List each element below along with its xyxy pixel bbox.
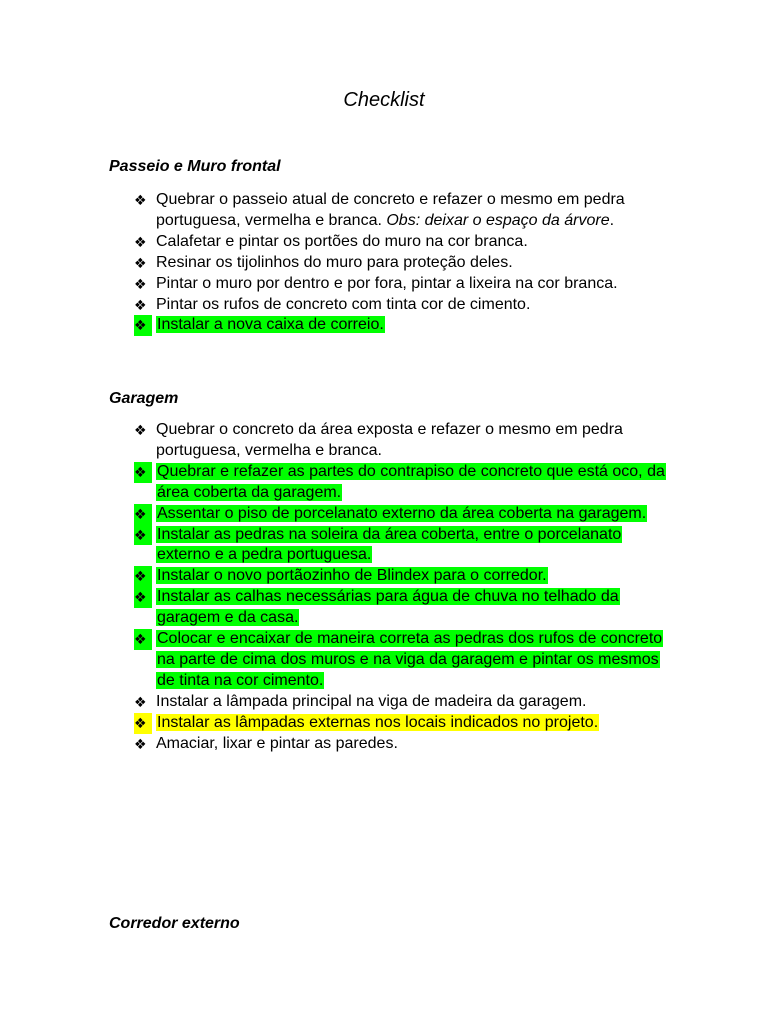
diamond-bullet-icon: ❖ — [134, 254, 147, 271]
diamond-bullet-icon: ❖ — [134, 587, 152, 608]
diamond-bullet-icon: ❖ — [134, 192, 147, 208]
diamond-bullet-icon: ❖ — [134, 275, 147, 292]
diamond-bullet-icon: ❖ — [134, 296, 147, 313]
document-title: Checklist — [343, 89, 425, 111]
item-text: Instalar as lâmpadas externas nos locais indicados no projeto. — [157, 713, 599, 731]
item-text: Quebrar e refazer as partes do contrapiso de concreto que está oco, da área coberta da garagem. — [157, 462, 665, 501]
section-heading-passeio: Passeio e Muro frontal — [109, 158, 281, 175]
checklist-item-highlighted — [132, 462, 672, 504]
item-note: Obs: deixar o espaço da árvore — [386, 211, 610, 229]
checklist-item — [132, 734, 672, 755]
diamond-bullet-icon: ❖ — [134, 315, 152, 336]
section-heading-corredor: Corredor externo — [109, 915, 240, 932]
checklist-item — [132, 692, 672, 713]
checklist-passeio — [132, 190, 672, 336]
checklist-item-highlighted — [132, 315, 672, 336]
checklist-item — [132, 253, 672, 274]
diamond-bullet-icon: ❖ — [134, 422, 147, 438]
diamond-bullet-icon: ❖ — [134, 629, 152, 650]
diamond-bullet-icon: ❖ — [134, 713, 152, 734]
checklist-item — [132, 295, 672, 316]
item-text: Quebrar o passeio atual de concreto e refazer o mesmo em pedra portuguesa, vermelha e branca. — [156, 191, 625, 229]
section-heading-garagem: Garagem — [109, 390, 179, 407]
item-text: Instalar as calhas necessárias para água de chuva no telhado da garagem e da casa. — [157, 588, 619, 627]
checklist-item-highlighted — [132, 629, 672, 692]
checklist-item — [132, 274, 672, 295]
checklist-item — [132, 420, 672, 462]
item-text: Calafetar e pintar os portões do muro na cor branca. — [156, 232, 528, 250]
checklist-item — [132, 190, 672, 232]
diamond-bullet-icon: ❖ — [134, 566, 152, 587]
checklist-item-highlighted — [132, 713, 672, 734]
item-text: Instalar as pedras na soleira da área coberta, entre o porcelanato externo e a pedra portuguesa. — [157, 525, 622, 564]
diamond-bullet-icon: ❖ — [134, 693, 147, 710]
diamond-bullet-icon: ❖ — [134, 233, 147, 250]
checklist-item-highlighted — [132, 525, 672, 567]
diamond-bullet-icon: ❖ — [134, 735, 147, 752]
item-text: Instalar a lâmpada principal na viga de madeira da garagem. — [156, 692, 587, 710]
item-text: Instalar a nova caixa de correio. — [157, 316, 384, 334]
item-text: Quebrar o concreto da área exposta e refazer o mesmo em pedra portuguesa, vermelha e branca. — [156, 421, 623, 459]
item-text: Colocar e encaixar de maneira correta as pedras dos rufos de concreto na parte de cima dos muros e na viga da garagem e pintar os mesmos de tinta na cor cimento. — [157, 630, 663, 689]
checklist-garagem — [132, 420, 672, 755]
item-text: Assentar o piso de porcelanato externo da área coberta na garagem. — [157, 504, 647, 522]
checklist-item-highlighted — [132, 566, 672, 587]
item-text: Pintar o muro por dentro e por fora, pintar a lixeira na cor branca. — [156, 274, 618, 292]
diamond-bullet-icon: ❖ — [134, 462, 152, 483]
checklist-item-highlighted — [132, 587, 672, 629]
item-text: Resinar os tijolinhos do muro para proteção deles. — [156, 253, 513, 271]
item-note-tail: . — [609, 211, 615, 229]
diamond-bullet-icon: ❖ — [134, 504, 152, 525]
item-text: Amaciar, lixar e pintar as paredes. — [156, 734, 398, 752]
diamond-bullet-icon: ❖ — [134, 525, 152, 546]
checklist-item-highlighted — [132, 504, 672, 525]
item-text: Instalar o novo portãozinho de Blindex para o corredor. — [157, 567, 547, 585]
item-text: Pintar os rufos de concreto com tinta cor de cimento. — [156, 295, 531, 313]
checklist-item — [132, 232, 672, 253]
